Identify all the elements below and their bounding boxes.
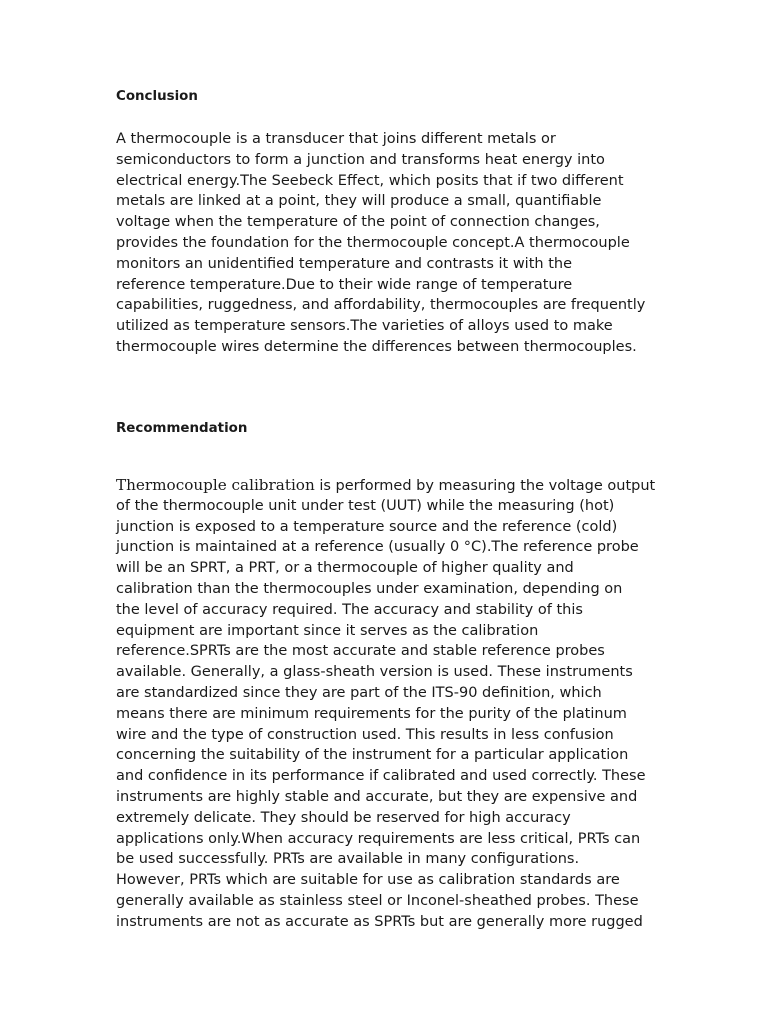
conclusion-line: semiconductors to form a junction and transforms heat energy into <box>116 151 605 168</box>
recommendation-line: of the thermocouple unit under test (UUT) while the measuring (hot) <box>116 497 615 514</box>
recommendation-line: the level of accuracy required. The accuracy and stability of this <box>116 601 583 618</box>
recommendation-line: be used successfully. PRTs are available in many configurations. <box>116 851 580 868</box>
recommendation-line: generally available as stainless steel or Inconel-sheathed probes. These <box>116 892 639 909</box>
recommendation-line: concerning the suitability of the instrument for a particular application <box>116 747 629 764</box>
conclusion-line: voltage when the temperature of the point of connection changes, <box>116 214 600 231</box>
conclusion-line: electrical energy.The Seebeck Effect, which posits that if two different <box>116 172 624 189</box>
recommendation-line: means there are minimum requirements for the purity of the platinum <box>116 705 627 722</box>
first-line-rest: is performed by measuring the voltage output <box>314 478 656 494</box>
recommendation-line: calibration than the thermocouples under examination, depending on <box>116 580 623 597</box>
recommendation-line: reference.SPRTs are the most accurate and stable reference probes <box>116 643 605 660</box>
recommendation-line: extremely delicate. They should be reserved for high accuracy <box>116 809 571 826</box>
recommendation-first-line <box>116 475 655 496</box>
conclusion-line: monitors an unidentified temperature and contrasts it with the <box>116 255 572 272</box>
recommendation-paragraph <box>116 475 655 933</box>
recommendation-line: instruments are not as accurate as SPRTs but are generally more rugged <box>116 913 643 930</box>
conclusion-line: A thermocouple is a transducer that joins different metals or <box>116 131 556 147</box>
recommendation-line: and confidence in its performance if calibrated and used correctly. These <box>116 768 646 785</box>
recommendation-line: equipment are important since it serves as the calibration <box>116 622 539 639</box>
recommendation-heading: Recommendation <box>116 421 248 436</box>
recommendation-line: are standardized since they are part of the ITS-90 definition, which <box>116 684 602 701</box>
recommendation-line: will be an SPRT, a PRT, or a thermocouple of higher quality and <box>116 560 574 577</box>
conclusion-line: metals are linked at a point, they will produce a small, quantifiable <box>116 193 602 210</box>
conclusion-heading: Conclusion <box>116 89 198 104</box>
recommendation-line: However, PRTs which are suitable for use as calibration standards are <box>116 872 620 889</box>
conclusion-line: utilized as temperature sensors.The varieties of alloys used to make <box>116 318 613 335</box>
conclusion-line: provides the foundation for the thermocouple concept.A thermocouple <box>116 234 630 251</box>
recommendation-line: instruments are highly stable and accurate, but they are expensive and <box>116 788 638 805</box>
recommendation-line: available. Generally, a glass-sheath version is used. These instruments <box>116 664 633 681</box>
conclusion-line: capabilities, ruggedness, and affordability, thermocouples are frequently <box>116 297 646 314</box>
thermocouple-calibration-term: Thermocouple calibration <box>116 476 315 494</box>
conclusion-paragraph <box>116 129 645 358</box>
recommendation-line: wire and the type of construction used. This results in less confusion <box>116 726 614 743</box>
conclusion-line: thermocouple wires determine the differences between thermocouples. <box>116 338 637 355</box>
recommendation-line: junction is maintained at a reference (usually 0 °C).The reference probe <box>116 539 639 556</box>
recommendation-line: applications only.When accuracy requirements are less critical, PRTs can <box>116 830 641 847</box>
recommendation-line: junction is exposed to a temperature source and the reference (cold) <box>116 518 618 535</box>
conclusion-line: reference temperature.Due to their wide range of temperature <box>116 276 573 293</box>
